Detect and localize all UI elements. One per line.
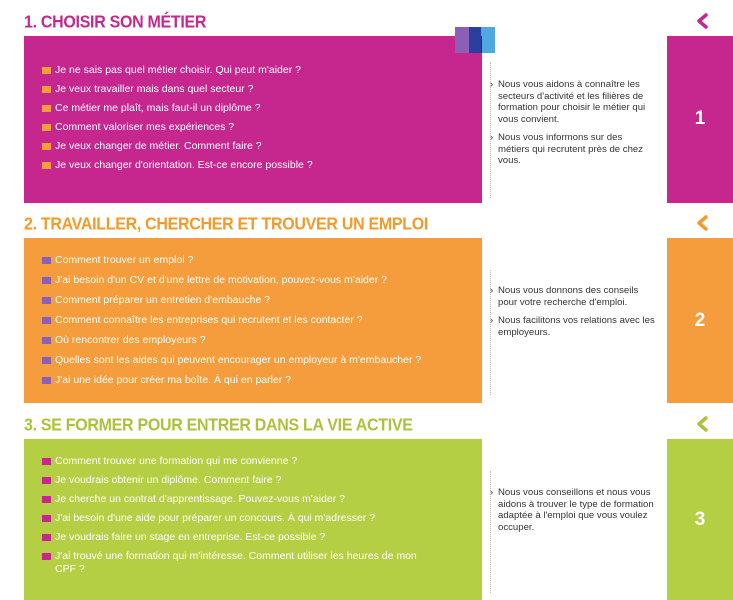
section-number-tab	[667, 439, 733, 600]
bullet-square-icon	[42, 277, 51, 284]
section-number: 2	[694, 310, 706, 331]
list-item: Comment trouver une formation qui me convienne ?	[42, 455, 445, 468]
aside-paragraph: › Nous facilitons vos relations avec les employeurs.	[490, 315, 655, 338]
list-item: Je voudrais obtenir un diplôme. Comment faire ?	[42, 474, 445, 487]
bullet-square-icon	[42, 162, 51, 169]
list-item: Comment connaître les entreprises qui recrutent et les contacter ?	[42, 314, 445, 327]
chevron-left-icon[interactable]	[695, 13, 709, 29]
section-heading: 3. SE FORMER POUR ENTRER DANS LA VIE ACTIVE	[24, 416, 413, 436]
aside-text	[490, 487, 655, 540]
bullet-square-icon	[42, 297, 51, 304]
aside-paragraph: › Nous vous donnons des conseils pour votre recherche d'emploi.	[490, 285, 639, 308]
questions-panel	[24, 439, 482, 600]
bullet-square-icon	[42, 67, 51, 74]
list-item: J'ai trouvé une formation qui m'intéresse. Comment utiliser les heures de mon CPF ?	[42, 550, 425, 576]
chevron-left-icon[interactable]	[695, 215, 709, 231]
section-number-tab	[667, 36, 733, 203]
aside-paragraph: › Nous vous conseillons et nous vous aidons à trouver le type de formation adaptée à l'emploi que vous voulez occuper.	[490, 487, 654, 533]
list-item: J'ai besoin d'une aide pour préparer un concours. À qui m'adresser ?	[42, 512, 445, 525]
section-se-former	[0, 405, 733, 600]
list-item: Je veux travailler mais dans quel secteur ?	[42, 83, 445, 96]
list-item: Où rencontrer des employeurs ?	[42, 334, 445, 347]
bullet-square-icon	[42, 86, 51, 93]
aside-text	[490, 285, 655, 345]
list-item: J'ai besoin d'un CV et d'une lettre de motivation, pouvez-vous m'aider ?	[42, 274, 445, 287]
list-item: Quelles sont les aides qui peuvent encourager un employeur à m'embaucher ?	[42, 354, 445, 367]
bullet-square-icon	[42, 553, 51, 560]
list-item: Je veux changer d'orientation. Est-ce encore possible ?	[42, 159, 445, 172]
bullet-square-icon	[42, 377, 51, 384]
list-item: Je veux changer de métier. Comment faire ?	[42, 140, 445, 153]
questions-list	[42, 254, 445, 394]
bullet-square-icon	[42, 477, 51, 484]
bullet-square-icon	[42, 534, 51, 541]
bullet-square-icon	[42, 496, 51, 503]
chevron-right-icon: ›	[490, 132, 494, 143]
section-heading: 2. TRAVAILLER, CHERCHER ET TROUVER UN EMPLOI	[24, 215, 429, 235]
list-item: Je cherche un contrat d'apprentissage. Pouvez-vous m'aider ?	[42, 493, 445, 506]
chevron-right-icon: ›	[490, 285, 494, 296]
chevron-right-icon: ›	[490, 487, 494, 498]
questions-list	[42, 455, 445, 582]
section-choisir-metier	[0, 0, 733, 205]
questions-panel	[24, 36, 482, 203]
list-item: Je voudrais faire un stage en entreprise. Est-ce possible ?	[42, 531, 445, 544]
list-item: Comment préparer un entretien d'embauche ?	[42, 294, 445, 307]
questions-list	[42, 64, 445, 178]
list-item: Ce métier me plaît, mais faut-il un diplôme ?	[42, 102, 445, 115]
bullet-square-icon	[42, 515, 51, 522]
list-item: Je ne sais pas quel métier choisir. Qui peut m'aider ?	[42, 64, 445, 77]
questions-panel	[24, 238, 482, 403]
section-number: 3	[694, 509, 706, 530]
aside-text	[490, 79, 655, 174]
section-travailler	[0, 205, 733, 405]
list-item: Comment trouver un emploi ?	[42, 254, 445, 267]
bullet-square-icon	[42, 124, 51, 131]
list-item: Comment valoriser mes expériences ?	[42, 121, 445, 134]
section-number: 1	[694, 108, 706, 129]
bullet-square-icon	[42, 357, 51, 364]
decorative-squares	[455, 27, 495, 57]
chevron-left-icon[interactable]	[695, 416, 709, 432]
chevron-right-icon: ›	[490, 79, 494, 90]
aside-paragraph: › Nous vous aidons à connaître les secteurs d'activité et les filières de formation pour choisir le métier qui vous convient.	[490, 79, 646, 125]
bullet-square-icon	[42, 337, 51, 344]
bullet-square-icon	[42, 458, 51, 465]
bullet-square-icon	[42, 317, 51, 324]
list-item: J'ai une idée pour créer ma boîte. À qui en parler ?	[42, 374, 445, 387]
section-number-tab	[667, 238, 733, 403]
bullet-square-icon	[42, 143, 51, 150]
section-heading: 1. CHOISIR SON MÉTIER	[24, 13, 207, 33]
aside-paragraph: › Nous vous informons sur des métiers qui recrutent près de chez vous.	[490, 132, 644, 166]
bullet-square-icon	[42, 105, 51, 112]
bullet-square-icon	[42, 257, 51, 264]
chevron-right-icon: ›	[490, 315, 494, 326]
